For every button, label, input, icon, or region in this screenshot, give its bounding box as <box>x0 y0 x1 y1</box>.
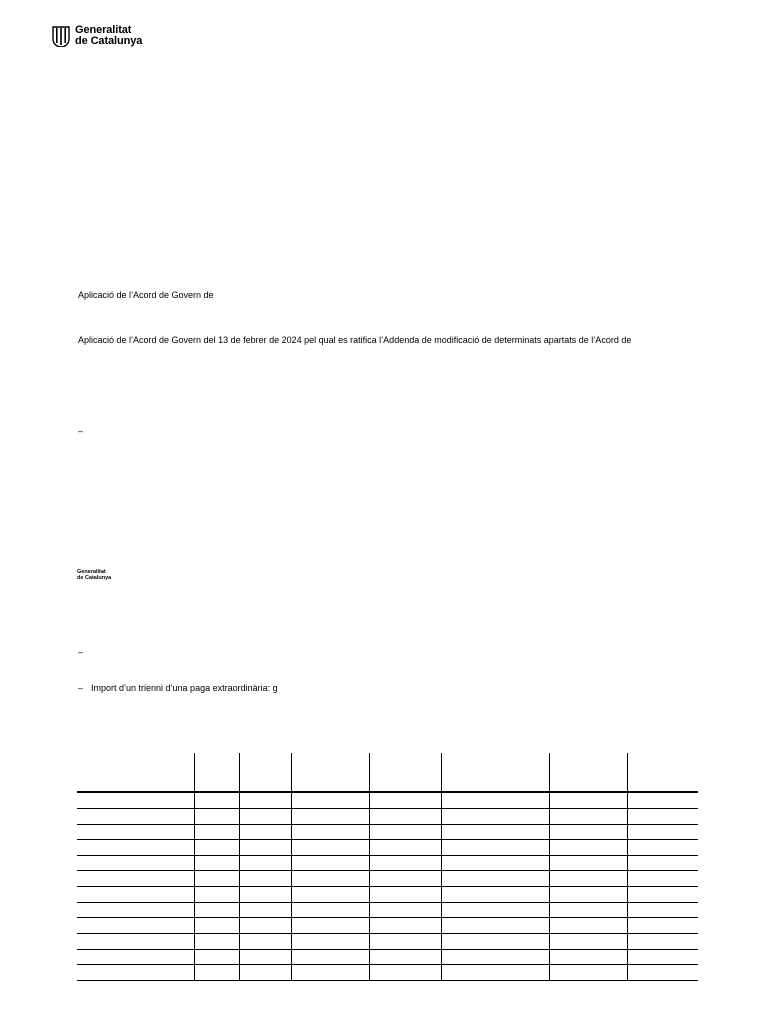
table-column-divider-6 <box>549 753 550 981</box>
catalan-seal-icon <box>52 25 70 47</box>
table-row-line-2 <box>77 808 698 809</box>
list-dash-2: – <box>78 647 84 657</box>
table-row-line-10 <box>77 933 698 934</box>
list-dash-1: – <box>78 426 84 436</box>
table-row-line-13 <box>77 980 698 981</box>
bullet-text: Import d’un trienni d’una paga extraordinària: g <box>91 683 278 693</box>
table-row-line-5 <box>77 855 698 856</box>
logo-small-line-2: de Catalunya <box>77 575 112 581</box>
table-row-line-3 <box>77 824 698 825</box>
table-column-divider-7 <box>627 753 628 981</box>
table-column-divider-3 <box>291 753 292 981</box>
table-row-line-7 <box>77 886 698 887</box>
generalitat-logo <box>52 25 142 47</box>
bullet-dash: – <box>78 683 84 693</box>
logo-line-1: Generalitat <box>75 24 132 36</box>
table-row-line-9 <box>77 917 698 918</box>
table-column-divider-2 <box>239 753 240 981</box>
table-row-line-1 <box>77 791 698 793</box>
logo-wordmark <box>75 25 142 47</box>
table-row-line-8 <box>77 902 698 903</box>
table-column-divider-1 <box>194 753 195 981</box>
logo-line-2: de Catalunya <box>75 35 143 47</box>
table-row-line-6 <box>77 870 698 871</box>
table-column-divider-5 <box>441 753 442 981</box>
table-row-line-4 <box>77 839 698 840</box>
section-title-long: Aplicació de l’Acord de Govern del 13 de febrer de 2024 pel qual es ratifica l’Addenda de modificació de determinats apartats de l’Acord de <box>78 335 632 345</box>
table-row-line-12 <box>77 964 698 965</box>
table-column-divider-4 <box>369 753 370 981</box>
table-row-line-11 <box>77 949 698 950</box>
empty-table-grid <box>77 753 698 981</box>
section-heading: Aplicació de l’Acord de Govern de <box>78 290 214 300</box>
generalitat-logo-small <box>77 569 111 581</box>
logo-small-line-1: Generalitat <box>77 569 106 575</box>
